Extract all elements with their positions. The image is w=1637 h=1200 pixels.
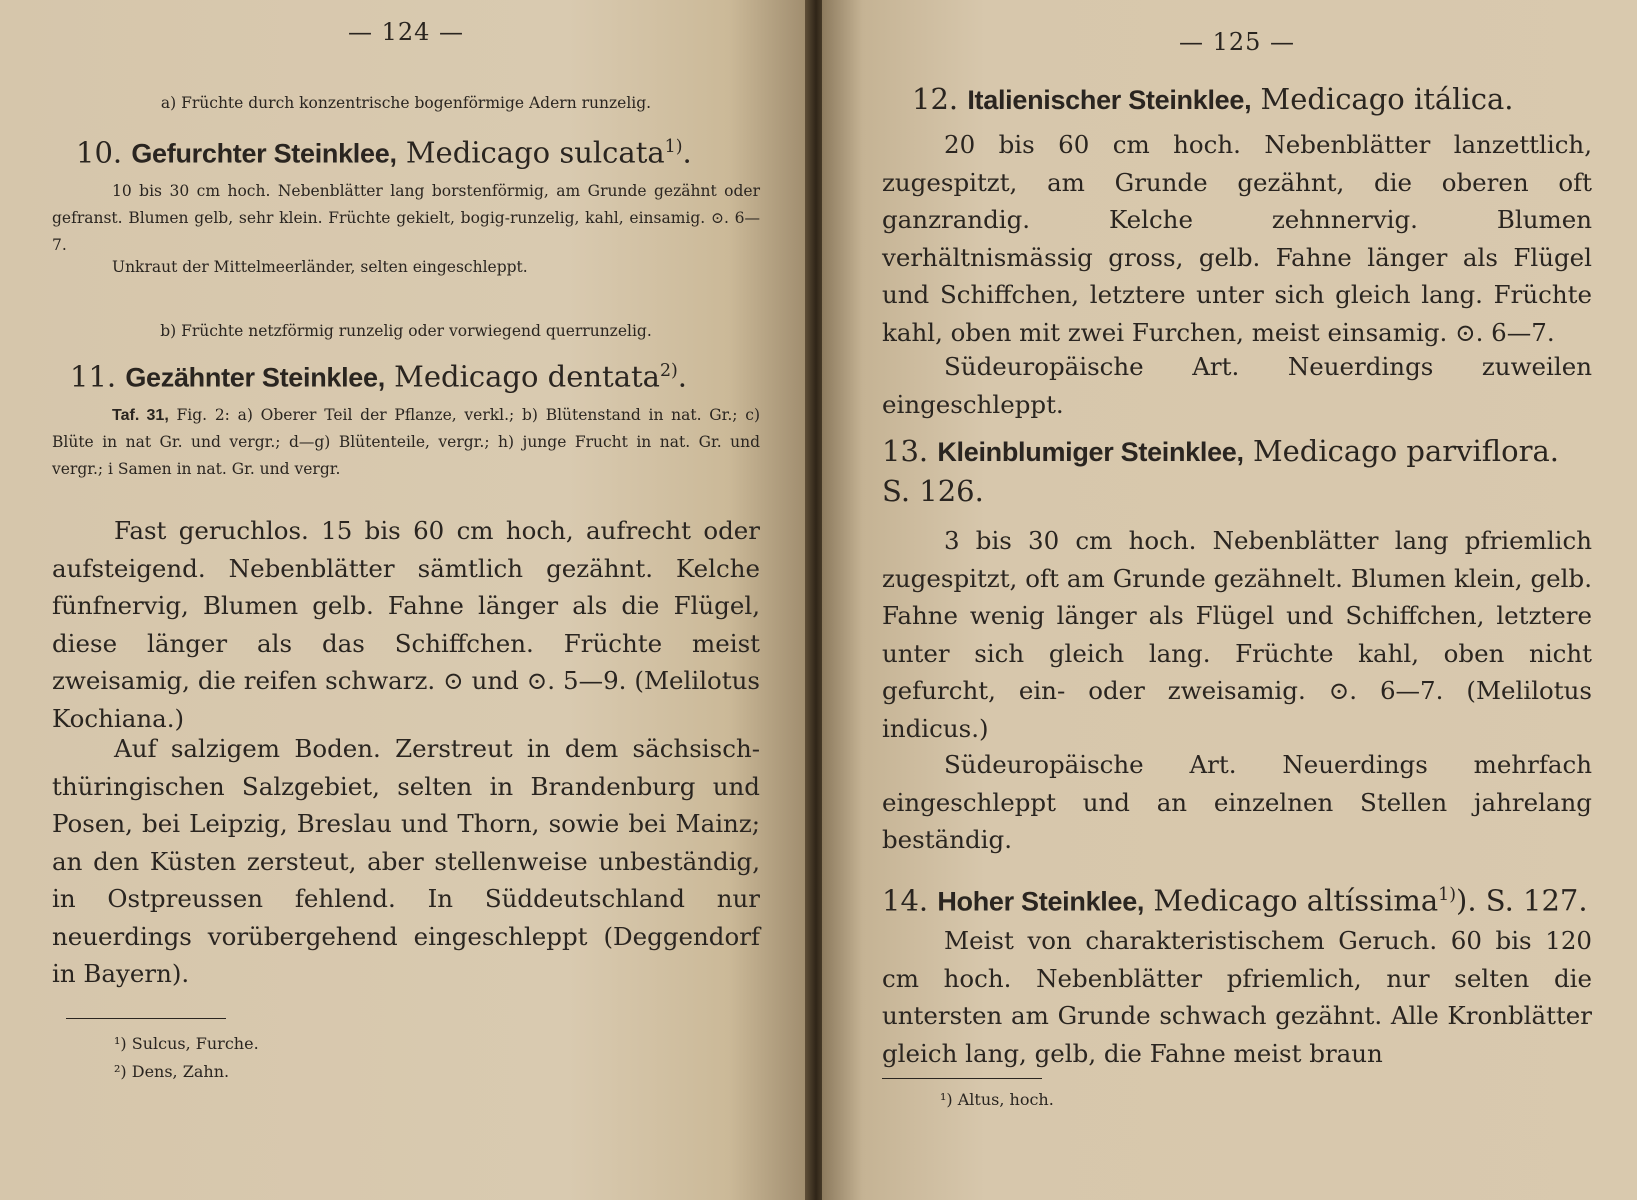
entry-11-habitat: Auf salzigem Boden. Zerstreut in dem sächsisch-thüringischen Salzgebiet, selten in Brandenburg und Posen, bei Leipzig, Breslau und Thorn, sowie bei Mainz; an den Küsten zersteut, aber stellenweise unbeständig, in Ostpreussen fehlend. In Süddeutschland nur neuerdings vorübergehend eingeschleppt (Deggendorf in Bayern).: [52, 734, 760, 988]
entry-12-name: Italienischer Steinklee,: [967, 85, 1252, 115]
footnote-left-2: ²) Dens, Zahn.: [114, 1062, 230, 1081]
page-number-right: — 125 —: [1178, 28, 1296, 56]
entry-13-page-ref: S. 126.: [882, 474, 984, 508]
entry-10-close: .: [682, 135, 692, 170]
entry-11-ref: 2): [659, 361, 678, 381]
entry-14-ref: 1): [1438, 885, 1456, 905]
entry-11-plate: Taf. 31,: [112, 407, 169, 424]
entry-13-heading: [882, 432, 1592, 471]
entry-11-figure-caption: [52, 402, 760, 483]
page-number-left: — 124 —: [347, 18, 465, 46]
entry-13-habitat: Südeuropäische Art. Neuerdings mehrfach eingeschleppt und an einzelnen Stellen jahrelang beständig.: [882, 750, 1592, 854]
entry-11-description: Fast geruchlos. 15 bis 60 cm hoch, aufrecht oder aufsteigend. Nebenblätter sämtlich gezähnt. Kelche fünfnervig, Blumen gelb. Fahne länger als die Flügel, diese länger als das Schiffchen. Früchte meist zweisamig, die reifen schwarz. ⊙ und ⊙. 5—9. (Melilotus Kochiana.): [52, 516, 760, 733]
entry-14-latin: Medicago altíssima: [1153, 883, 1439, 918]
left-page: [0, 0, 810, 1200]
entry-14-page-ref: ). S. 127.: [1456, 883, 1588, 918]
entry-14-description: Meist von charakteristischem Geruch. 60 bis 120 cm hoch. Nebenblätter pfriemlich, nur selten die untersten am Grunde schwach gezähnt. Alle Kronblätter gleich lang, gelb, die Fahne meist braun: [882, 926, 1592, 1068]
entry-10-ref: 1): [664, 137, 683, 157]
entry-14-name: Hoher Steinklee,: [937, 886, 1145, 917]
entry-10-description: 10 bis 30 cm hoch. Nebenblätter lang borstenförmig, am Grunde gezähnt oder gefranst. Blumen gelb, sehr klein. Früchte gekielt, bogig-runzelig, kahl, einsamig. ⊙. 6—7.: [52, 182, 760, 254]
entry-10-latin: Medicago sulcata: [405, 135, 665, 170]
entry-11-number: 11.: [70, 359, 117, 394]
entry-10-habitat: Unkraut der Mittelmeerländer, selten eingeschleppt.: [112, 258, 528, 276]
entry-11-close: .: [677, 359, 688, 394]
entry-13-latin: Medicago parviflora.: [1252, 434, 1559, 468]
entry-13-description: 3 bis 30 cm hoch. Nebenblätter lang pfriemlich zugespitzt, oft am Grunde gezähnelt. Blumen klein, gelb. Fahne wenig länger als Flügel und Schiffchen, letztere unter sich gleich lang. Früchte kahl, oben nicht gefurcht, ein- oder zweisamig. ⊙. 6—7. (Melilotus indicus.): [882, 526, 1592, 743]
footnote-rule-right: [882, 1078, 1042, 1079]
entry-13-name: Kleinblumiger Steinklee,: [937, 437, 1244, 467]
entry-12-description: 20 bis 60 cm hoch. Nebenblätter lanzettlich, zugespitzt, am Grunde gezähnt, die oberen oft ganzrandig. Kelche zehnnervig. Blumen verhältnismässig gross, gelb. Fahne länger als Flügel und Schiffchen, letztere unter sich gleich lang. Früchte kahl, oben mit zwei Furchen, meist einsamig. ⊙. 6—7.: [882, 130, 1592, 347]
entry-12-heading: [912, 80, 1592, 119]
right-page: [822, 0, 1637, 1200]
entry-11-name: Gezähnter Steinklee,: [125, 362, 385, 393]
footnote-rule-left: [66, 1018, 226, 1019]
section-a-heading: a) Früchte durch konzentrische bogenförmige Adern runzelig.: [160, 94, 652, 112]
footnote-right-1: ¹) Altus, hoch.: [940, 1090, 1054, 1109]
entry-12-latin: Medicago itálica.: [1260, 82, 1514, 116]
entry-12-number: 12.: [912, 82, 959, 116]
entry-12-habitat: Südeuropäische Art. Neuerdings zuweilen eingeschleppt.: [882, 352, 1592, 419]
entry-10-name: Gefurchter Steinklee,: [131, 138, 397, 169]
entry-10-heading: [76, 128, 760, 173]
entry-13-number: 13.: [882, 434, 929, 468]
entry-11-latin: Medicago dentata: [394, 359, 660, 394]
entry-11-heading: [70, 352, 760, 397]
entry-14-heading: [882, 876, 1592, 921]
entry-11-figure-text: Fig. 2: a) Oberer Teil der Pflanze, verkl.; b) Blütenstand in nat. Gr.; c) Blüte in nat Gr. und vergr.; d—g) Blütenteile, vergr.; h) junge Frucht in nat. Gr. und vergr.; i Samen in nat. Gr. und vergr.: [52, 406, 760, 478]
entry-14-number: 14.: [882, 883, 929, 918]
entry-10-number: 10.: [76, 135, 123, 170]
footnote-left-1: ¹) Sulcus, Furche.: [114, 1034, 259, 1053]
section-b-heading: b) Früchte netzförmig runzelig oder vorwiegend querrunzelig.: [160, 322, 652, 340]
